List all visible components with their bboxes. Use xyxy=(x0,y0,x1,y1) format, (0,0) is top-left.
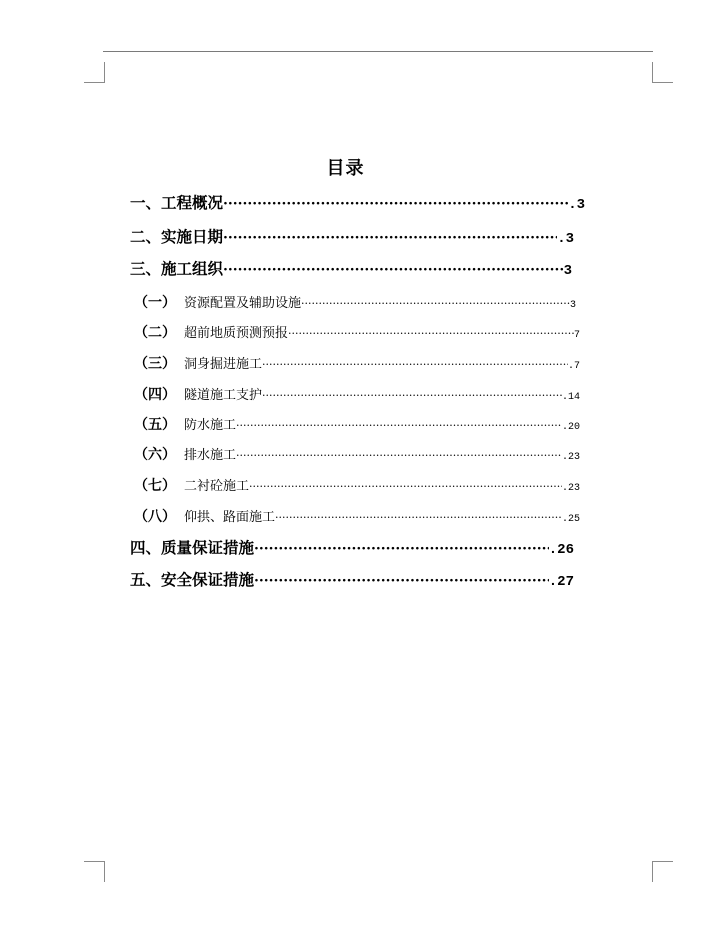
toc-leader xyxy=(301,297,570,310)
crop-mark-bottom-right xyxy=(652,861,673,882)
toc-entry-label: 五、安全保证措施 xyxy=(130,570,255,589)
toc-leader xyxy=(223,196,568,212)
toc-subentry-number: （二） xyxy=(134,325,176,341)
toc-subentry[interactable] xyxy=(134,292,576,312)
header-rule xyxy=(103,51,653,52)
toc-entry-label: 三、施工组织 xyxy=(130,259,224,278)
toc-subentry-label: 资源配置及辅助设施 xyxy=(184,296,302,311)
toc-subentry-label: 超前地质预测预报 xyxy=(184,326,289,341)
toc-leader xyxy=(262,389,562,402)
crop-mark-top-right xyxy=(652,62,673,83)
toc-subentry-number: （三） xyxy=(134,356,176,372)
toc-subentry-page: 7 xyxy=(573,330,580,341)
toc-subentry-number: （八） xyxy=(134,509,176,525)
toc-subentry-label: 隧道施工支护 xyxy=(184,388,263,403)
toc-entry-page: .26 xyxy=(548,542,574,558)
toc-subentry[interactable] xyxy=(134,444,580,464)
toc-subentry-number: （一） xyxy=(134,295,176,311)
toc-subentry[interactable] xyxy=(134,414,580,434)
toc-subentry-label: 洞身掘进施工 xyxy=(184,357,263,372)
toc-leader xyxy=(223,230,557,246)
toc-subentry[interactable] xyxy=(134,353,580,373)
toc-leader xyxy=(236,449,562,462)
toc-subentry-page: .20 xyxy=(561,422,580,433)
toc-leader xyxy=(254,573,549,589)
toc-entry[interactable] xyxy=(130,568,574,590)
toc-subentry-number: （五） xyxy=(134,417,176,433)
toc-entry-page: .27 xyxy=(548,574,574,590)
toc-entry-page: .3 xyxy=(568,197,585,213)
toc-subentry[interactable] xyxy=(134,322,580,342)
toc-entry[interactable] xyxy=(130,191,585,213)
toc-leader xyxy=(254,541,549,557)
toc-entry[interactable] xyxy=(130,257,572,279)
toc-subentry[interactable] xyxy=(134,475,580,495)
toc-subentry-page: 3 xyxy=(569,300,576,311)
toc-entry-label: 一、工程概况 xyxy=(130,193,224,212)
toc-entry-label: 二、实施日期 xyxy=(130,227,224,246)
toc-title: 目录 xyxy=(326,158,365,179)
toc-entry-label: 四、质量保证措施 xyxy=(130,538,255,557)
toc-entry[interactable] xyxy=(130,225,574,247)
toc-subentry-label: 防水施工 xyxy=(184,418,237,433)
toc-subentry-label: 排水施工 xyxy=(184,448,237,463)
toc-leader xyxy=(223,262,564,278)
toc-entry-page: 3 xyxy=(563,263,572,279)
toc-subentry-page: .23 xyxy=(561,483,580,494)
toc-subentry-page: .25 xyxy=(561,514,580,525)
toc-entry-page: .3 xyxy=(557,231,574,247)
toc-subentry-page: .7 xyxy=(567,361,580,372)
crop-mark-top-left xyxy=(84,62,105,83)
toc-subentry-page: .14 xyxy=(561,392,580,403)
toc-leader xyxy=(236,419,562,432)
toc-leader xyxy=(262,358,568,371)
toc-entry[interactable] xyxy=(130,536,574,558)
toc-leader xyxy=(249,480,562,493)
toc-subentry[interactable] xyxy=(134,506,580,526)
toc-subentry-number: （四） xyxy=(134,387,176,403)
toc-subentry-number: （六） xyxy=(134,447,176,463)
toc-leader xyxy=(288,327,574,340)
toc-subentry-label: 仰拱、路面施工 xyxy=(184,510,276,525)
crop-mark-bottom-left xyxy=(84,861,105,882)
toc-subentry-label: 二衬砼施工 xyxy=(184,479,250,494)
toc-leader xyxy=(275,511,562,524)
toc-subentry[interactable] xyxy=(134,384,580,404)
toc-subentry-number: （七） xyxy=(134,478,176,494)
toc-subentry-page: .23 xyxy=(561,452,580,463)
